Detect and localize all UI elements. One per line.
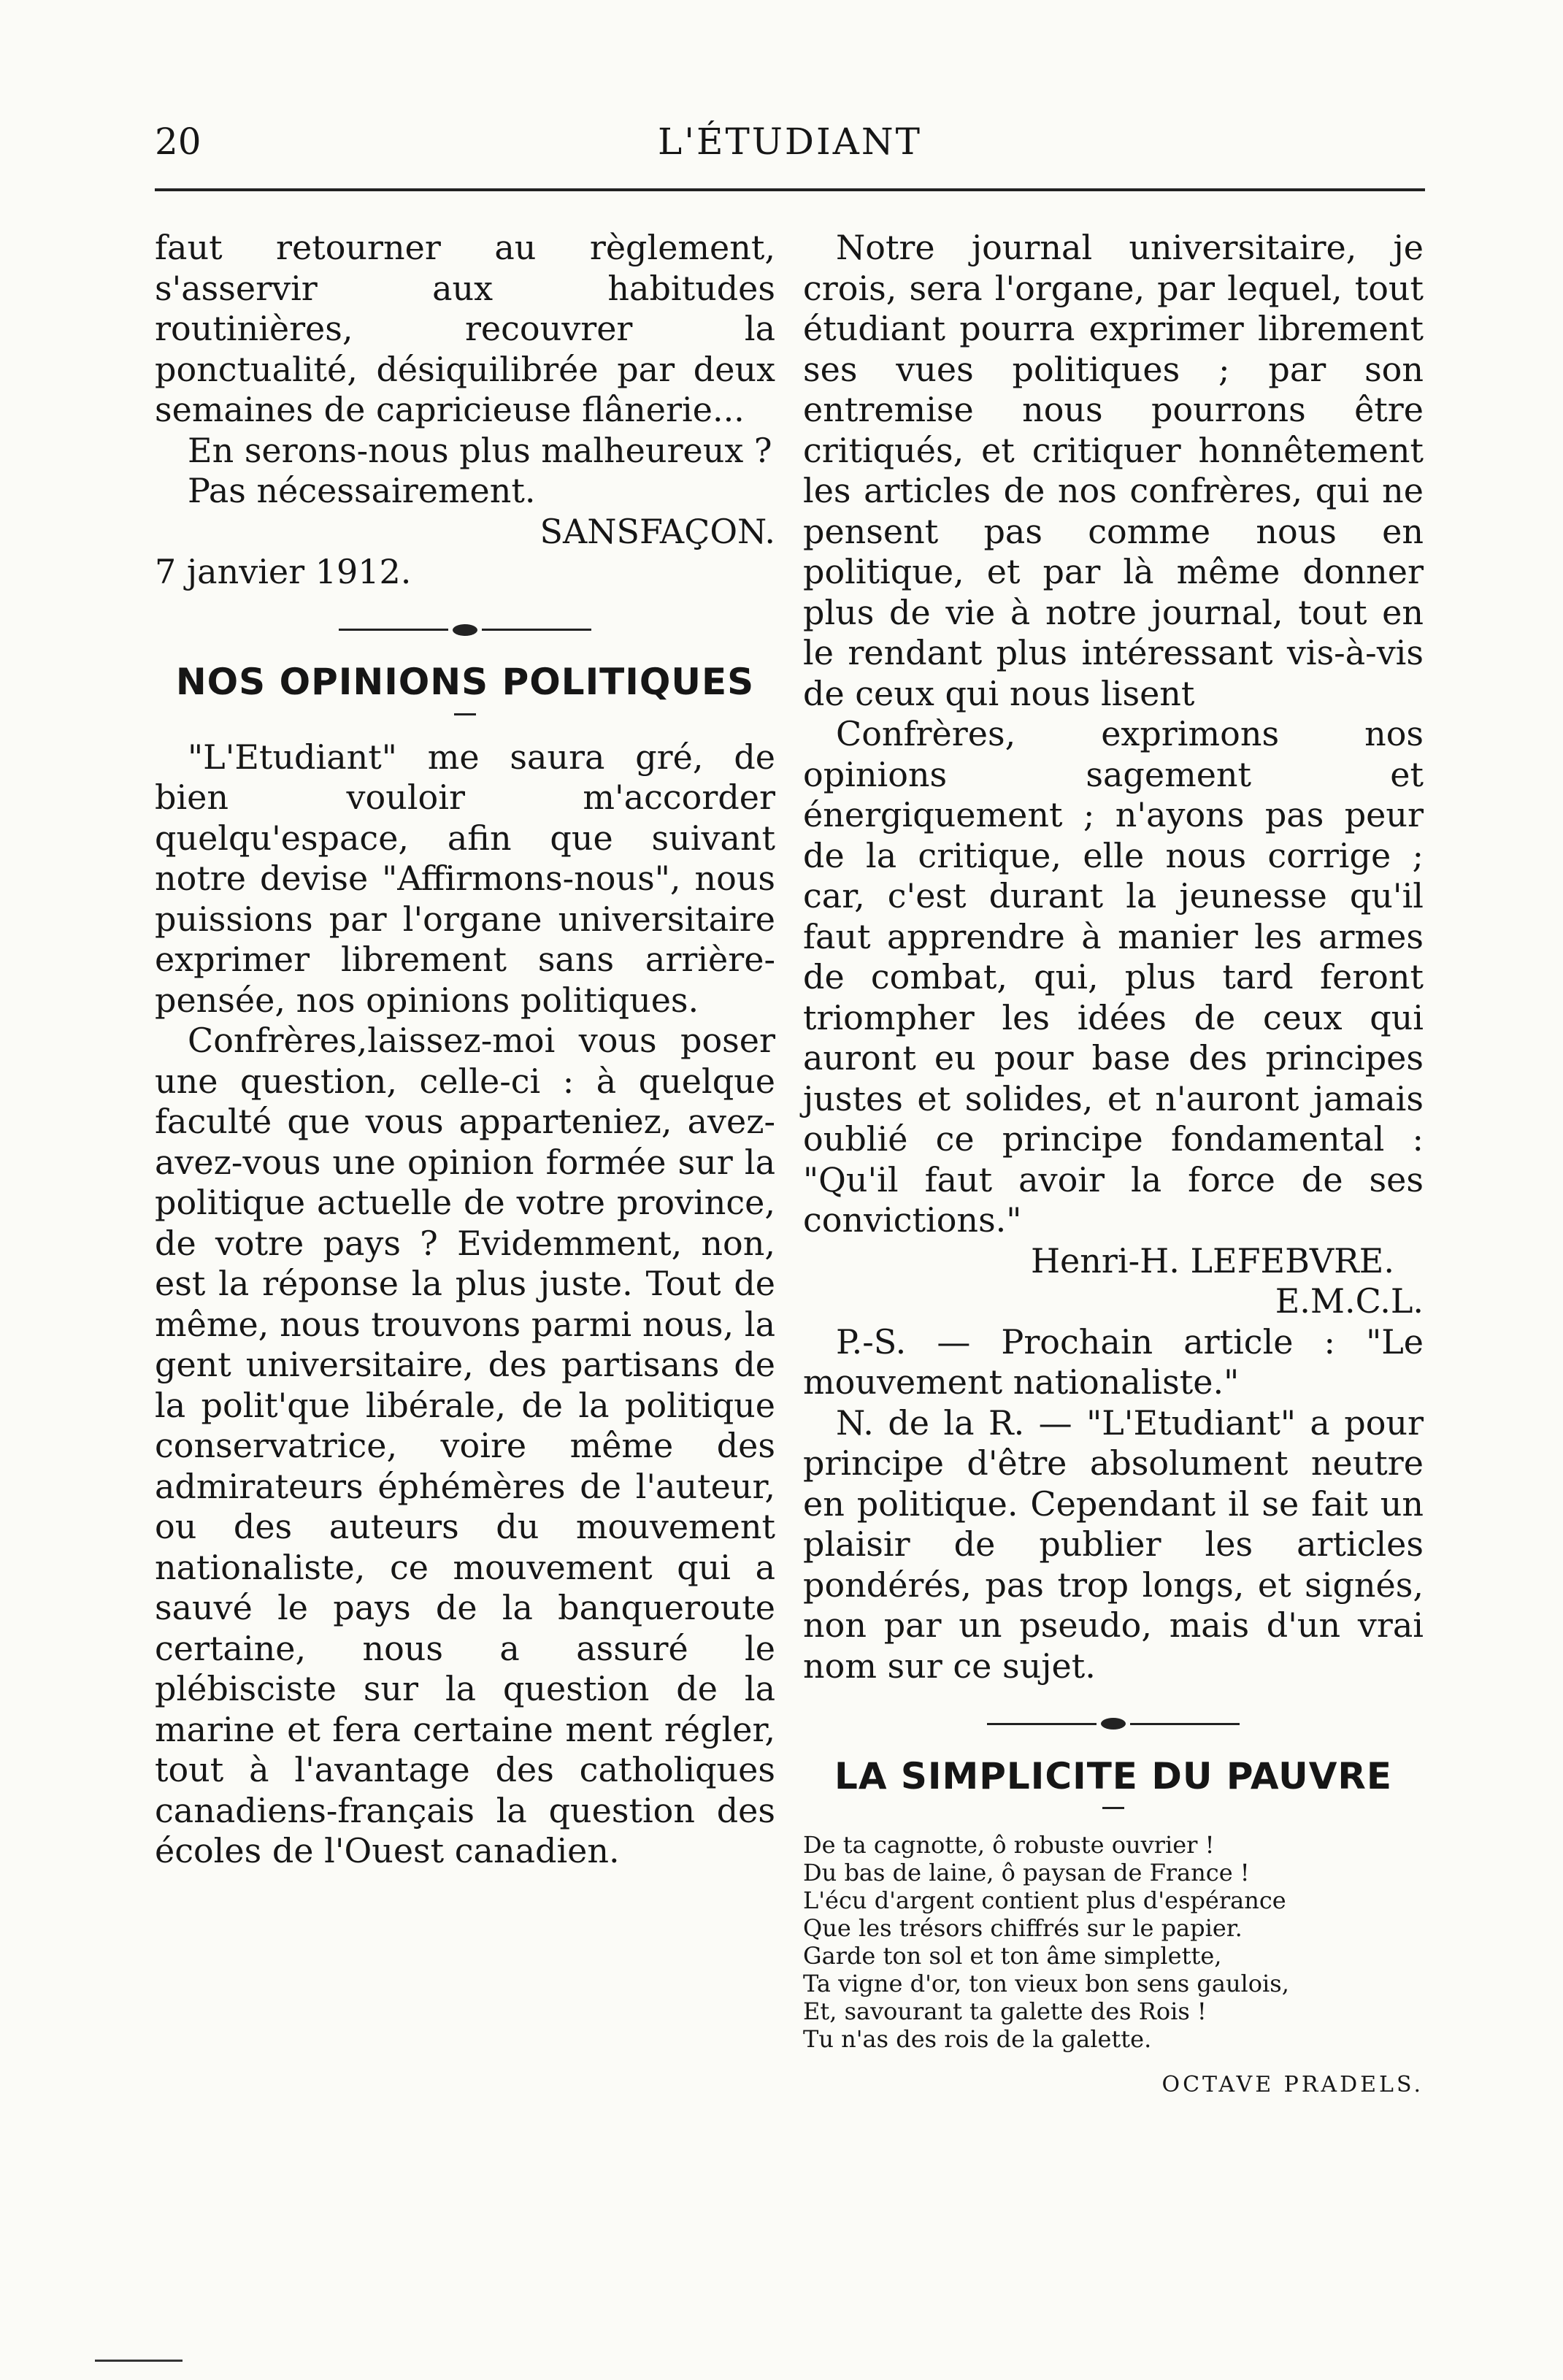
postscript-note: P.-S. — Prochain article : "Le mouvement nationaliste." [803,1321,1424,1402]
poem-line: Tu n'as des rois de la galette. [803,2025,1152,2053]
right-column [803,228,1424,2105]
footer-rule [95,2360,183,2362]
author-signature: SANSFAÇON. [539,511,775,551]
poem-line: Et, savourant ta galette des Rois ! [803,1997,1207,2025]
article-paragraph: Confrères,laissez-moi vous poser une question, celle-ci : à quelque faculté que vous apparteniez, avez-avez-vous une opinion formée sur la politique actuelle de votre province, de votre pays ? Evidemment, non, est la réponse la plus juste. Tout de même, nous trouvons parmi nous, la gent universitaire, des partisans de la polit'que libérale, de la politique conservatrice, voire même des admirateurs éphémères de l'auteur, ou des auteurs du mouvement nationaliste, ce mouvement qui a sauvé le pays de la banqueroute certaine, nous a assuré le plébisciste sur la question de la marine et fera certaine ment régler, tout à l'avantage des catholiques canadiens-français la question des écoles de l'Ouest canadien. [155,1021,775,1870]
article-paragraph: "L'Etudiant" me saura gré, de bien vouloir m'accorder quelqu'espace, afin que suivant notre devise "Affirmons-nous", nous puissions par l'organe universitaire exprimer librement sans arrière-pensée, nos opinions politiques. [155,737,775,1020]
article-title: NOS OPINIONS POLITIQUES [155,662,775,715]
poem-line: Que les trésors chiffrés sur le papier. [803,1914,1243,1942]
author-initials: E.M.C.L. [1275,1281,1424,1321]
intro-paragraph: faut retourner au règlement, s'asservir aux habitudes routinières, recouvrer la ponctualité, désiquilibrée par deux semaines de capricieuse flânerie... [155,228,775,429]
poem-title: LA SIMPLICITE DU PAUVRE [803,1757,1424,1810]
poem [803,1831,1424,2053]
paragraph: En serons-nous plus malheureux ? [188,430,772,470]
page-header [155,120,1425,179]
journal-title: L'ÉTUDIANT [658,120,922,163]
article-paragraph: Confrères, exprimons nos opinions sagement et énergiquement ; n'ayons pas peur de la critique, elle nous corrige ; car, c'est durant la jeunesse qu'il faut apprendre à manier les armes de combat, qui, plus tard feront triompher les idées de ceux qui auront eu pour base des principes justes et solides, et n'auront jamais oublié ce principe fondamental : "Qu'il faut avoir la force de ses convictions." [803,714,1424,1240]
poem-line: Ta vigne d'or, ton vieux bon sens gaulois, [803,1970,1289,1997]
page-number: 20 [155,120,201,163]
poem-line: Garde ton sol et ton âme simplette, [803,1942,1222,1970]
article-paragraph: Notre journal universitaire, je crois, sera l'organe, par lequel, tout étudiant pourra exprimer librement ses vues politiques ; par son entremise nous pourrons être critiqués, et critiquer honnêtement les articles de nos confrères, qui ne pensent pas comme nous en politique, et par là même donner plus de vie à notre journal, tout en le rendant plus intéressant vis-à-vis de ceux qui nous lisent [803,228,1424,713]
section-ornament [803,1703,1424,1743]
left-column [155,228,775,1872]
author-signature: Henri-H. LEFEBVRE. [1030,1240,1394,1281]
section-ornament [155,609,775,650]
poem-author: OCTAVE PRADELS. [1161,2072,1424,2097]
date-line: 7 janvier 1912. [155,552,412,591]
poem-line: L'écu d'argent contient plus d'espérance [803,1886,1286,1914]
editor-note: N. de la R. — "L'Etudiant" a pour principe d'être absolument neutre en politique. Cependant il se fait un plaisir de publier les articles pondérés, pas trop longs, et signés, non par un pseudo, mais d'un vrai nom sur ce sujet. [803,1402,1424,1686]
poem-line: De ta cagnotte, ô robuste ouvrier ! [803,1831,1215,1859]
paragraph: Pas nécessairement. [188,471,536,510]
poem-line: Du bas de laine, ô paysan de France ! [803,1859,1250,1886]
header-rule [155,188,1425,191]
